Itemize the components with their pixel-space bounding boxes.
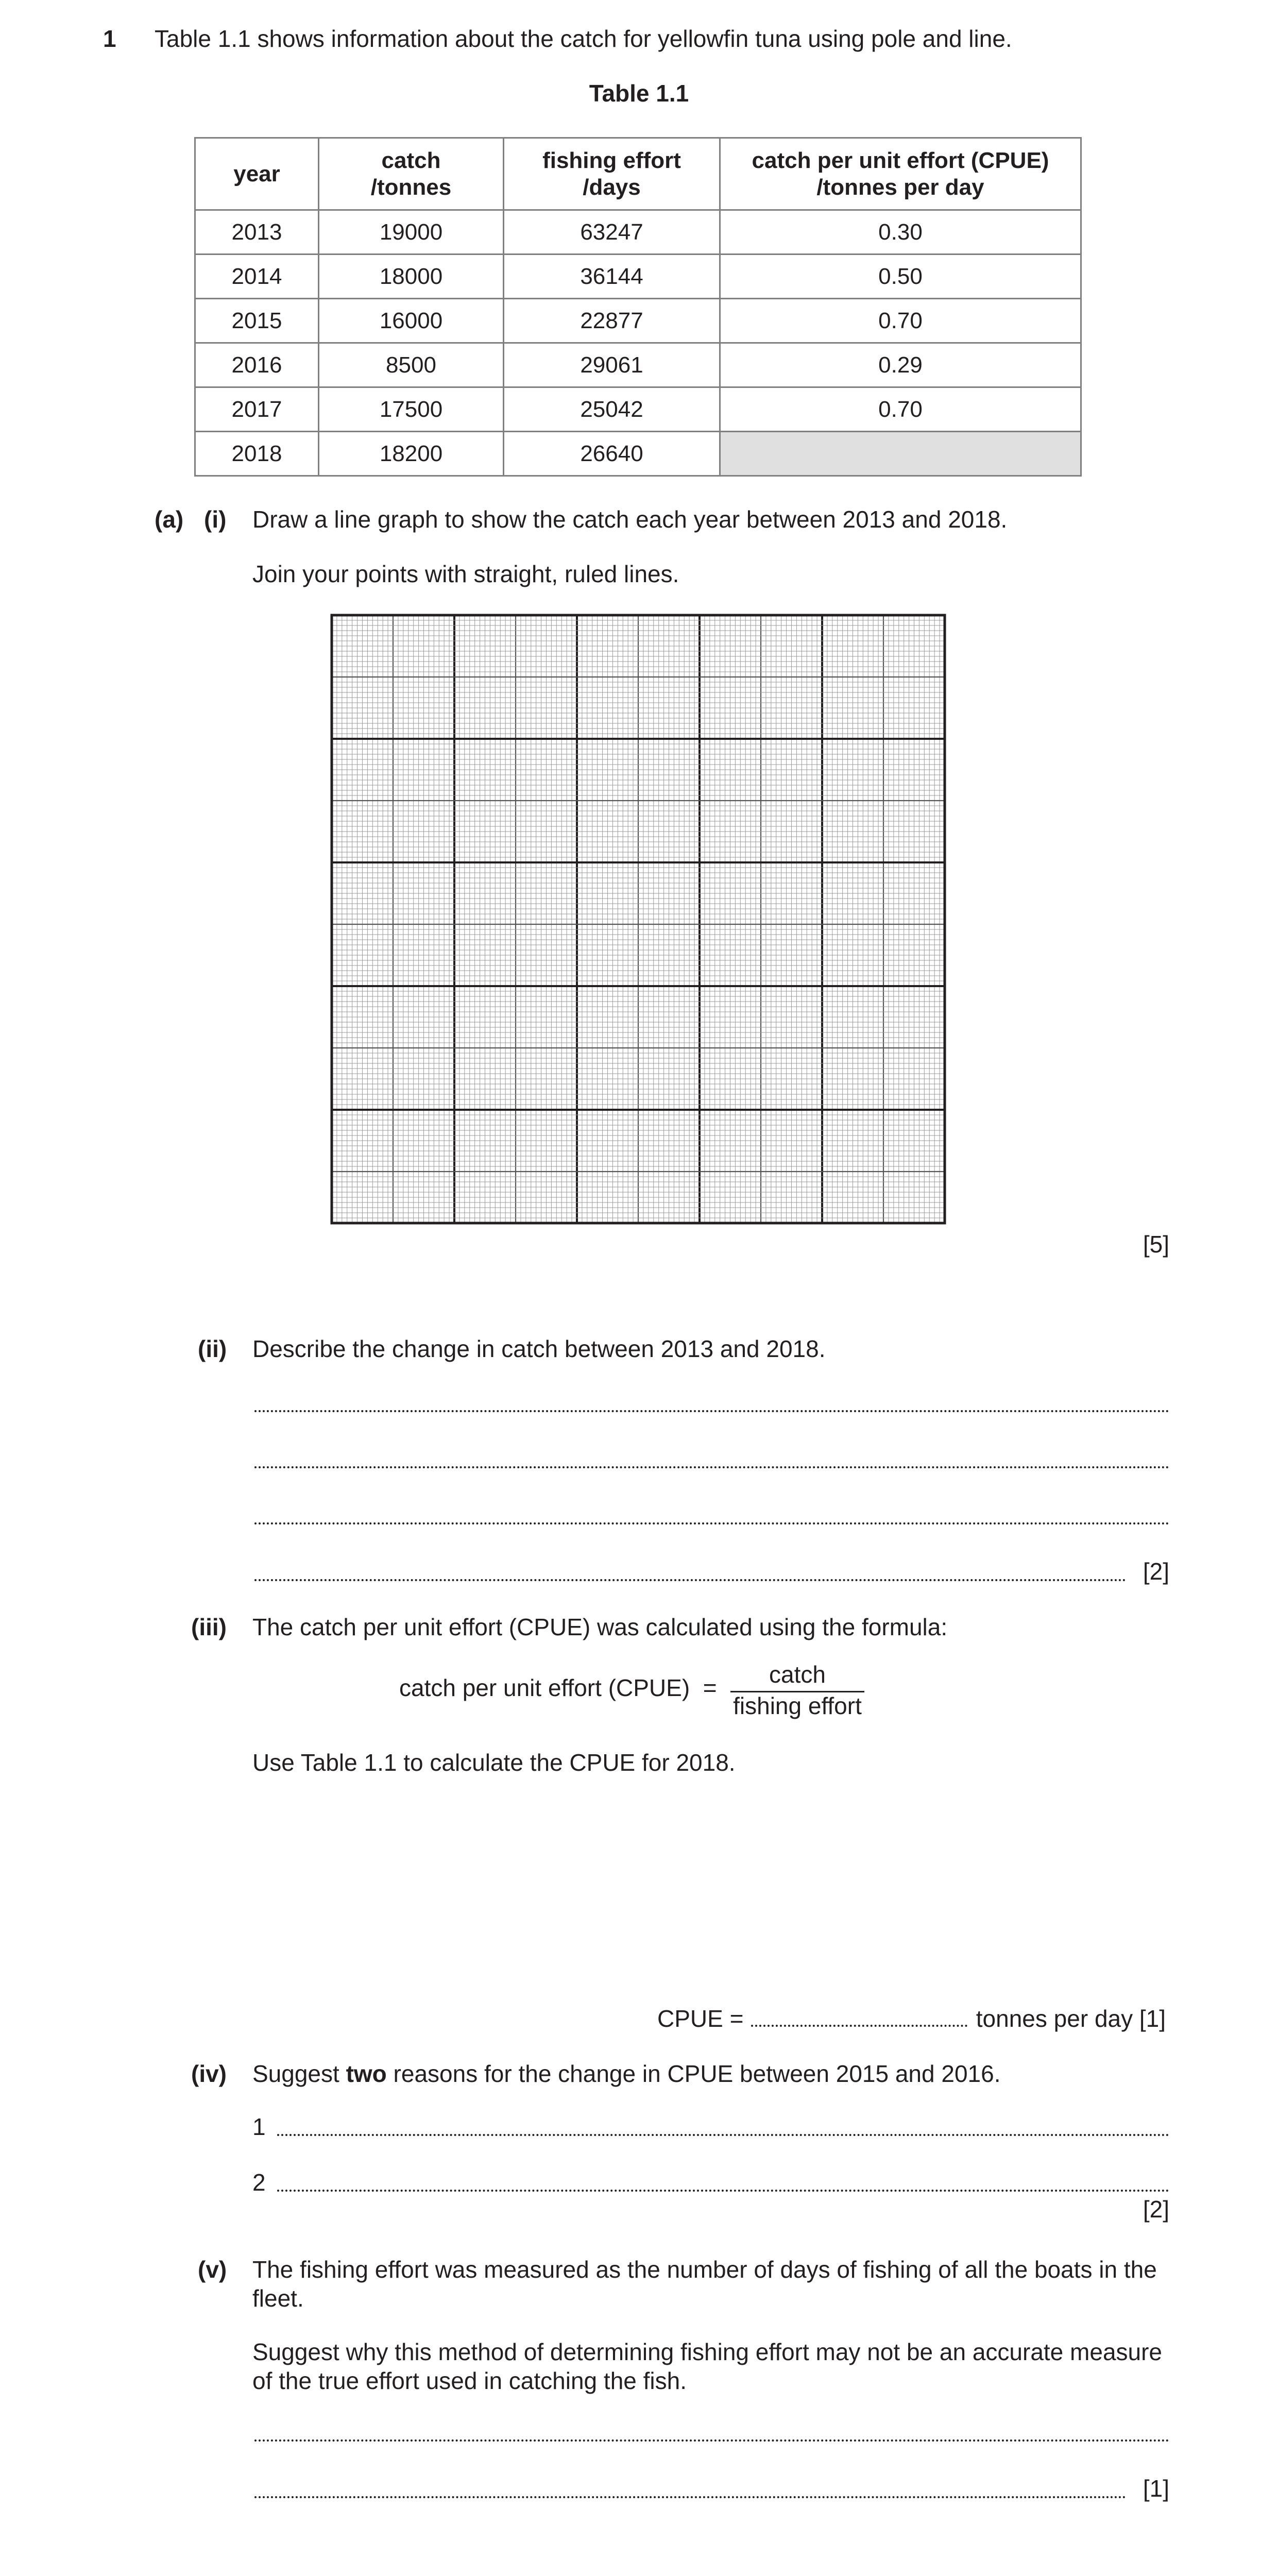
part-a-i-instruction: Join your points with straight, ruled lines. (252, 561, 679, 587)
formula-numerator: catch (769, 1661, 826, 1688)
table-cell: 0.70 (720, 299, 1081, 343)
table-row (195, 299, 1081, 343)
answer-line[interactable] (254, 1410, 1169, 1412)
part-a-iii-label: (iii) (191, 1614, 227, 1640)
table1 (194, 137, 1082, 477)
table-cell: 2018 (195, 432, 319, 476)
table-cell: 22877 (504, 299, 720, 343)
table-cell: 8500 (319, 343, 504, 387)
answer-number-2: 2 (252, 2169, 266, 2196)
table-cell: 0.70 (720, 387, 1081, 432)
part-a-iii-instruction: Use Table 1.1 to calculate the CPUE for 2018. (252, 1749, 736, 1776)
table1-header-fishing-effort: fishing effort /days (504, 138, 720, 210)
part-a-v-label: (v) (198, 2256, 227, 2283)
table-cell: 2017 (195, 387, 319, 432)
table-row (195, 432, 1081, 476)
cpue-2018-blank-cell (720, 432, 1081, 476)
table1-header-year: year (195, 138, 319, 210)
table-cell: 19000 (319, 210, 504, 255)
part-a-iv-label: (iv) (191, 2060, 227, 2087)
part-a-v-text2: Suggest why this method of determining fishing effort may not be an accurate measure of the true effort used in catching the fish. (252, 2338, 1163, 2394)
table-cell: 25042 (504, 387, 720, 432)
table-cell: 36144 (504, 255, 720, 299)
graph-grid[interactable] (330, 613, 948, 1226)
cpue-answer-suffix: tonnes per day [1] (969, 2005, 1166, 2032)
table-cell: 2015 (195, 299, 319, 343)
table-cell: 2013 (195, 210, 319, 255)
table-cell: 18000 (319, 255, 504, 299)
part-a-ii-label: (ii) (198, 1335, 227, 1362)
marks-a-v: [1] (1143, 2475, 1169, 2502)
answer-number-1: 1 (252, 2113, 266, 2140)
table-cell: 2014 (195, 255, 319, 299)
part-a-iii-text: The catch per unit effort (CPUE) was calculated using the formula: (252, 1614, 948, 1640)
marks-a-i: [5] (1143, 1231, 1169, 1258)
table1-header-catch: catch /tonnes (319, 138, 504, 210)
table-cell: 63247 (504, 210, 720, 255)
cpue-answer-line[interactable] (751, 2025, 967, 2027)
table-cell: 16000 (319, 299, 504, 343)
table-cell: 0.50 (720, 255, 1081, 299)
table-row (195, 387, 1081, 432)
answer-line[interactable] (254, 2496, 1126, 2498)
table-cell: 18200 (319, 432, 504, 476)
table-cell: 0.30 (720, 210, 1081, 255)
answer-line[interactable] (254, 2439, 1169, 2442)
formula-denominator: fishing effort (733, 1692, 862, 1719)
formula-lhs: catch per unit effort (CPUE) = (399, 1674, 717, 1701)
marks-a-ii: [2] (1143, 1558, 1169, 1585)
table-cell: 26640 (504, 432, 720, 476)
answer-line[interactable] (277, 2134, 1169, 2136)
answer-line[interactable] (254, 1522, 1169, 1524)
answer-line[interactable] (277, 2190, 1169, 2192)
part-a-ii-text: Describe the change in catch between 2013 and 2018. (252, 1335, 826, 1362)
table-cell: 2016 (195, 343, 319, 387)
answer-line[interactable] (254, 1579, 1126, 1581)
table-cell: 0.29 (720, 343, 1081, 387)
part-a-label: (a) (155, 506, 184, 533)
table1-header-cpue: catch per unit effort (CPUE) /tonnes per day (720, 138, 1081, 210)
table-cell: 17500 (319, 387, 504, 432)
part-a-i-text: Draw a line graph to show the catch each year between 2013 and 2018. (252, 506, 1008, 533)
table-cell: 29061 (504, 343, 720, 387)
question-number: 1 (103, 25, 116, 52)
table-row (195, 210, 1081, 255)
marks-a-iv: [2] (1143, 2196, 1169, 2223)
part-a-iv-text: Suggest two reasons for the change in CPUE between 2015 and 2016. (252, 2060, 1001, 2087)
table-row (195, 255, 1081, 299)
answer-line[interactable] (254, 1466, 1169, 1468)
table1-title: Table 1.1 (589, 80, 689, 107)
question-intro: Table 1.1 shows information about the catch for yellowfin tuna using pole and line. (155, 25, 1012, 52)
part-a-i-label: (i) (204, 506, 227, 533)
table-row (195, 343, 1081, 387)
cpue-answer-prefix: CPUE = (657, 2005, 744, 2032)
part-a-v-text: The fishing effort was measured as the number of days of fishing of all the boats in the fleet. (252, 2256, 1157, 2312)
